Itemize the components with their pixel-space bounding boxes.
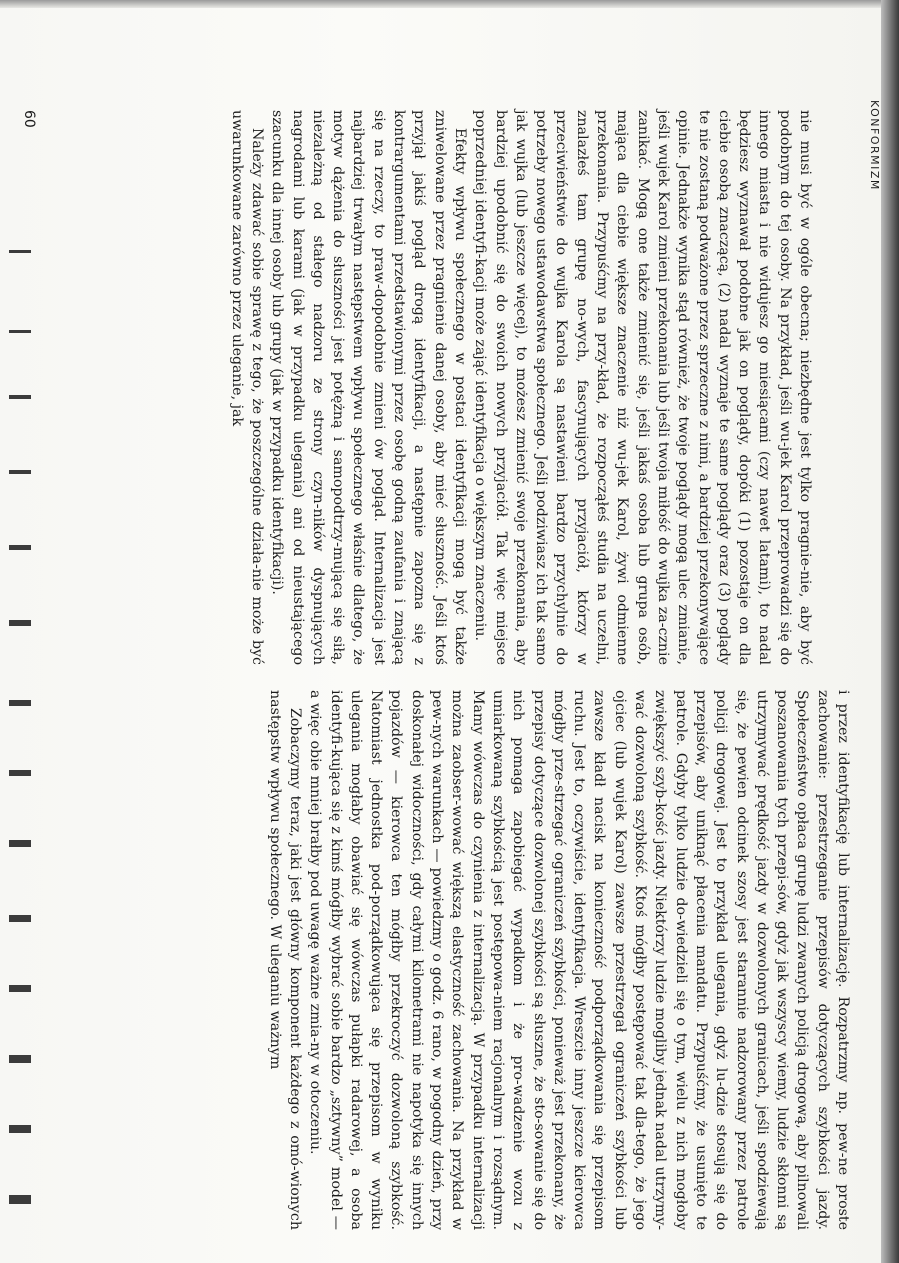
gutter-mark: [9, 545, 31, 550]
binding-gutter: [0, 0, 39, 1263]
gutter-mark: [9, 395, 31, 399]
left-text-column: [226, 110, 815, 665]
running-header: KONFORMIZM: [868, 100, 881, 191]
paragraph: Zobaczymy teraz, jaki jest główny komponent każdego z omó-wionych następstw wpływu społecznego. W uleganiu ważnym: [266, 690, 303, 1230]
gutter-mark: [9, 330, 31, 333]
gutter-mark: [9, 470, 31, 474]
paragraph: Efekty wpływu społecznego w postaci identyfikacji mogą być także zniwelowane przez pragnienie danej osoby, aby mieć słuszność. Jeśli ktoś przyjął jakiś pogląd drogą identyfikacji, a następnie zapozna się z kontrargumentami przedstawionymi przez osobę godną zaufania i znającą się na rzeczy, to praw-dopodobnie zmieni ów pogląd. Internalizacja jest najbardziej trwałym następstwem wpływu społecznego właśnie dlatego, że motyw dążenia do słuszności jest potężną i samopodtrzy-mującą się siłą, niezależną od stałego nadzoru ze strony czyn-ników dyspnujących nagrodami lub karami (jak w przypadku ulegania) ani od nieustającego szacunku dla innej osoby lub grupy (jak w przypadku identyfikacji).: [269, 110, 468, 665]
right-text-column: [264, 690, 853, 1230]
scanner-right-edge: [881, 0, 899, 1263]
paragraph: i przez identyfikację lub internalizację. Rozpatrzmy np. pew-ne proste zachowanie: przestrzeganie przepisów dotyczących szybkości jazdy. Społeczeństwo opłaca grupę ludzi zwanych policją drogową, aby pilnowali poszanowania tych przepi-sów, gdyż jak wszyscy wiemy, ludzie skłonni są utrzymywać prędkość jazdy w dozwolonych granicach, jeśli spodziewają się, że pewien odcinek szosy jest starannie nadzorowany przez patrole policji drogowej. Jest to przykład ulegania, gdyż lu-dzie stosują się do przepisów, aby uniknąć płacenia mandatu. Przypuśćmy, że usunięto te patrole. Gdyby tylko ludzie do-wiedzieli się o tym, wielu z nich mogłoby zwiększyć szyb-kość jazdy. Niektórzy ludzie mogliby jednak nadal utrzymy-wać dozwoloną szybkość. Ktoś mógłby postępować tak dla-tego, że jego ojciec (lub wujek Karol) zawsze przestrzegał ograniczeń szybkości lub zawsze kładł nacisk na konieczność podporządkowania się przepisom ruchu. Jest to, oczywiście, identyfikacja. Wreszcie inny jeszcze kierowca mógłby prze-strzegać ograniczeń szybkości, ponieważ jest przekonany, że przepisy dotyczące dozwolonej szybkości są słuszne, że sto-sowanie się do nich pomaga zapobiegać wypadkom i że pro-wadzenie wozu z umiarkowaną szybkością jest postępowa-niem racjonalnym i rozsądnym. Mamy wówczas do czynienia z internalizacją. W przypadku internalizacji można zaobser-wować większą elastyczność zachowania. Na przykład w pew-nych warunkach — powiedzmy o godz. 6 rano, w pogodny dzień, przy doskonałej widoczności, gdy całymi kilometrami nie napotyka się innych pojazdów — kierowca ten mógłby przekroczyć dozwoloną szybkość. Natomiast jednostka pod-porządkowująca się przepisom w wyniku ulegania mogłaby obawiać się wówczas pułapki radarowej, a osoba identyfi-kująca się z kimś mógłby wybrać sobie bardzo „sztywny” model — a więc obie mniej brałby pod uwagę ważne zmia-ny w otoczeniu.: [307, 690, 851, 1230]
gutter-mark: [9, 985, 31, 992]
gutter-mark: [9, 1125, 31, 1133]
paragraph: Należy zdawać sobie sprawę z tego, że poszczególne działa-nie może być uwarunkowane zarówno przez uleganie, jak: [228, 110, 265, 665]
gutter-mark: [9, 700, 31, 706]
page-number: 60: [21, 110, 37, 128]
gutter-mark: [9, 915, 31, 922]
gutter-mark: [9, 1195, 31, 1204]
gutter-mark: [9, 620, 31, 626]
gutter-mark: [9, 840, 31, 847]
gutter-mark: [9, 770, 31, 776]
paragraph: nie musi być w ogóle obecna; niezbędne jest tylko pragnie-nie, aby być podobnym do tej osoby. Na przykład, jeśli wu-jek Karol przeprowadzi się do innego miasta i nie widujesz go miesiącami (czy nawet latami), to nadal będziesz wyznawał podobne jak on poglądy, dopóki (1) pozostaje on dla ciebie osobą znaczącą, (2) nadal wyznaje te same poglądy oraz (3) poglądy te nie zostaną podważone przez sprzeczne z nimi, a bardziej przekonywające opinie. Jednakże wynika stąd również, że twoje poglądy mogą ulec zmianie, jeśli wujek Karol zmieni przekonania lub jeśli twoja miłość do wujka za-cznie zanikać. Mogą one także zmienić się, jeśli jakaś osoba lub grupa osób, mająca dla ciebie większe znaczenie niż wu-jek Karol, żywi odmienne przekonania. Przypuśćmy na przy-kład, że rozpocząłeś studia na uczelni, znalazłeś tam grupę no-wych, fascynujących przyjaciół, którzy w przeciwieństwie do wujka Karola są nastawieni bardzo przychylnie do potrzeby nowego ustawodawstwa społecznego. Jeśli podziwiasz ich tak samo jak wujka (lub jeszcze więcej), to możesz zmienić swoje przekonania, aby bardziej upodobnić się do swoich nowych przyjaciół. Tak więc miejsce poprzedniej identyfi-kacji może zająć identyfikacja o większym znaczeniu.: [472, 110, 813, 665]
gutter-mark: [9, 1055, 31, 1063]
gutter-mark: [9, 250, 31, 253]
